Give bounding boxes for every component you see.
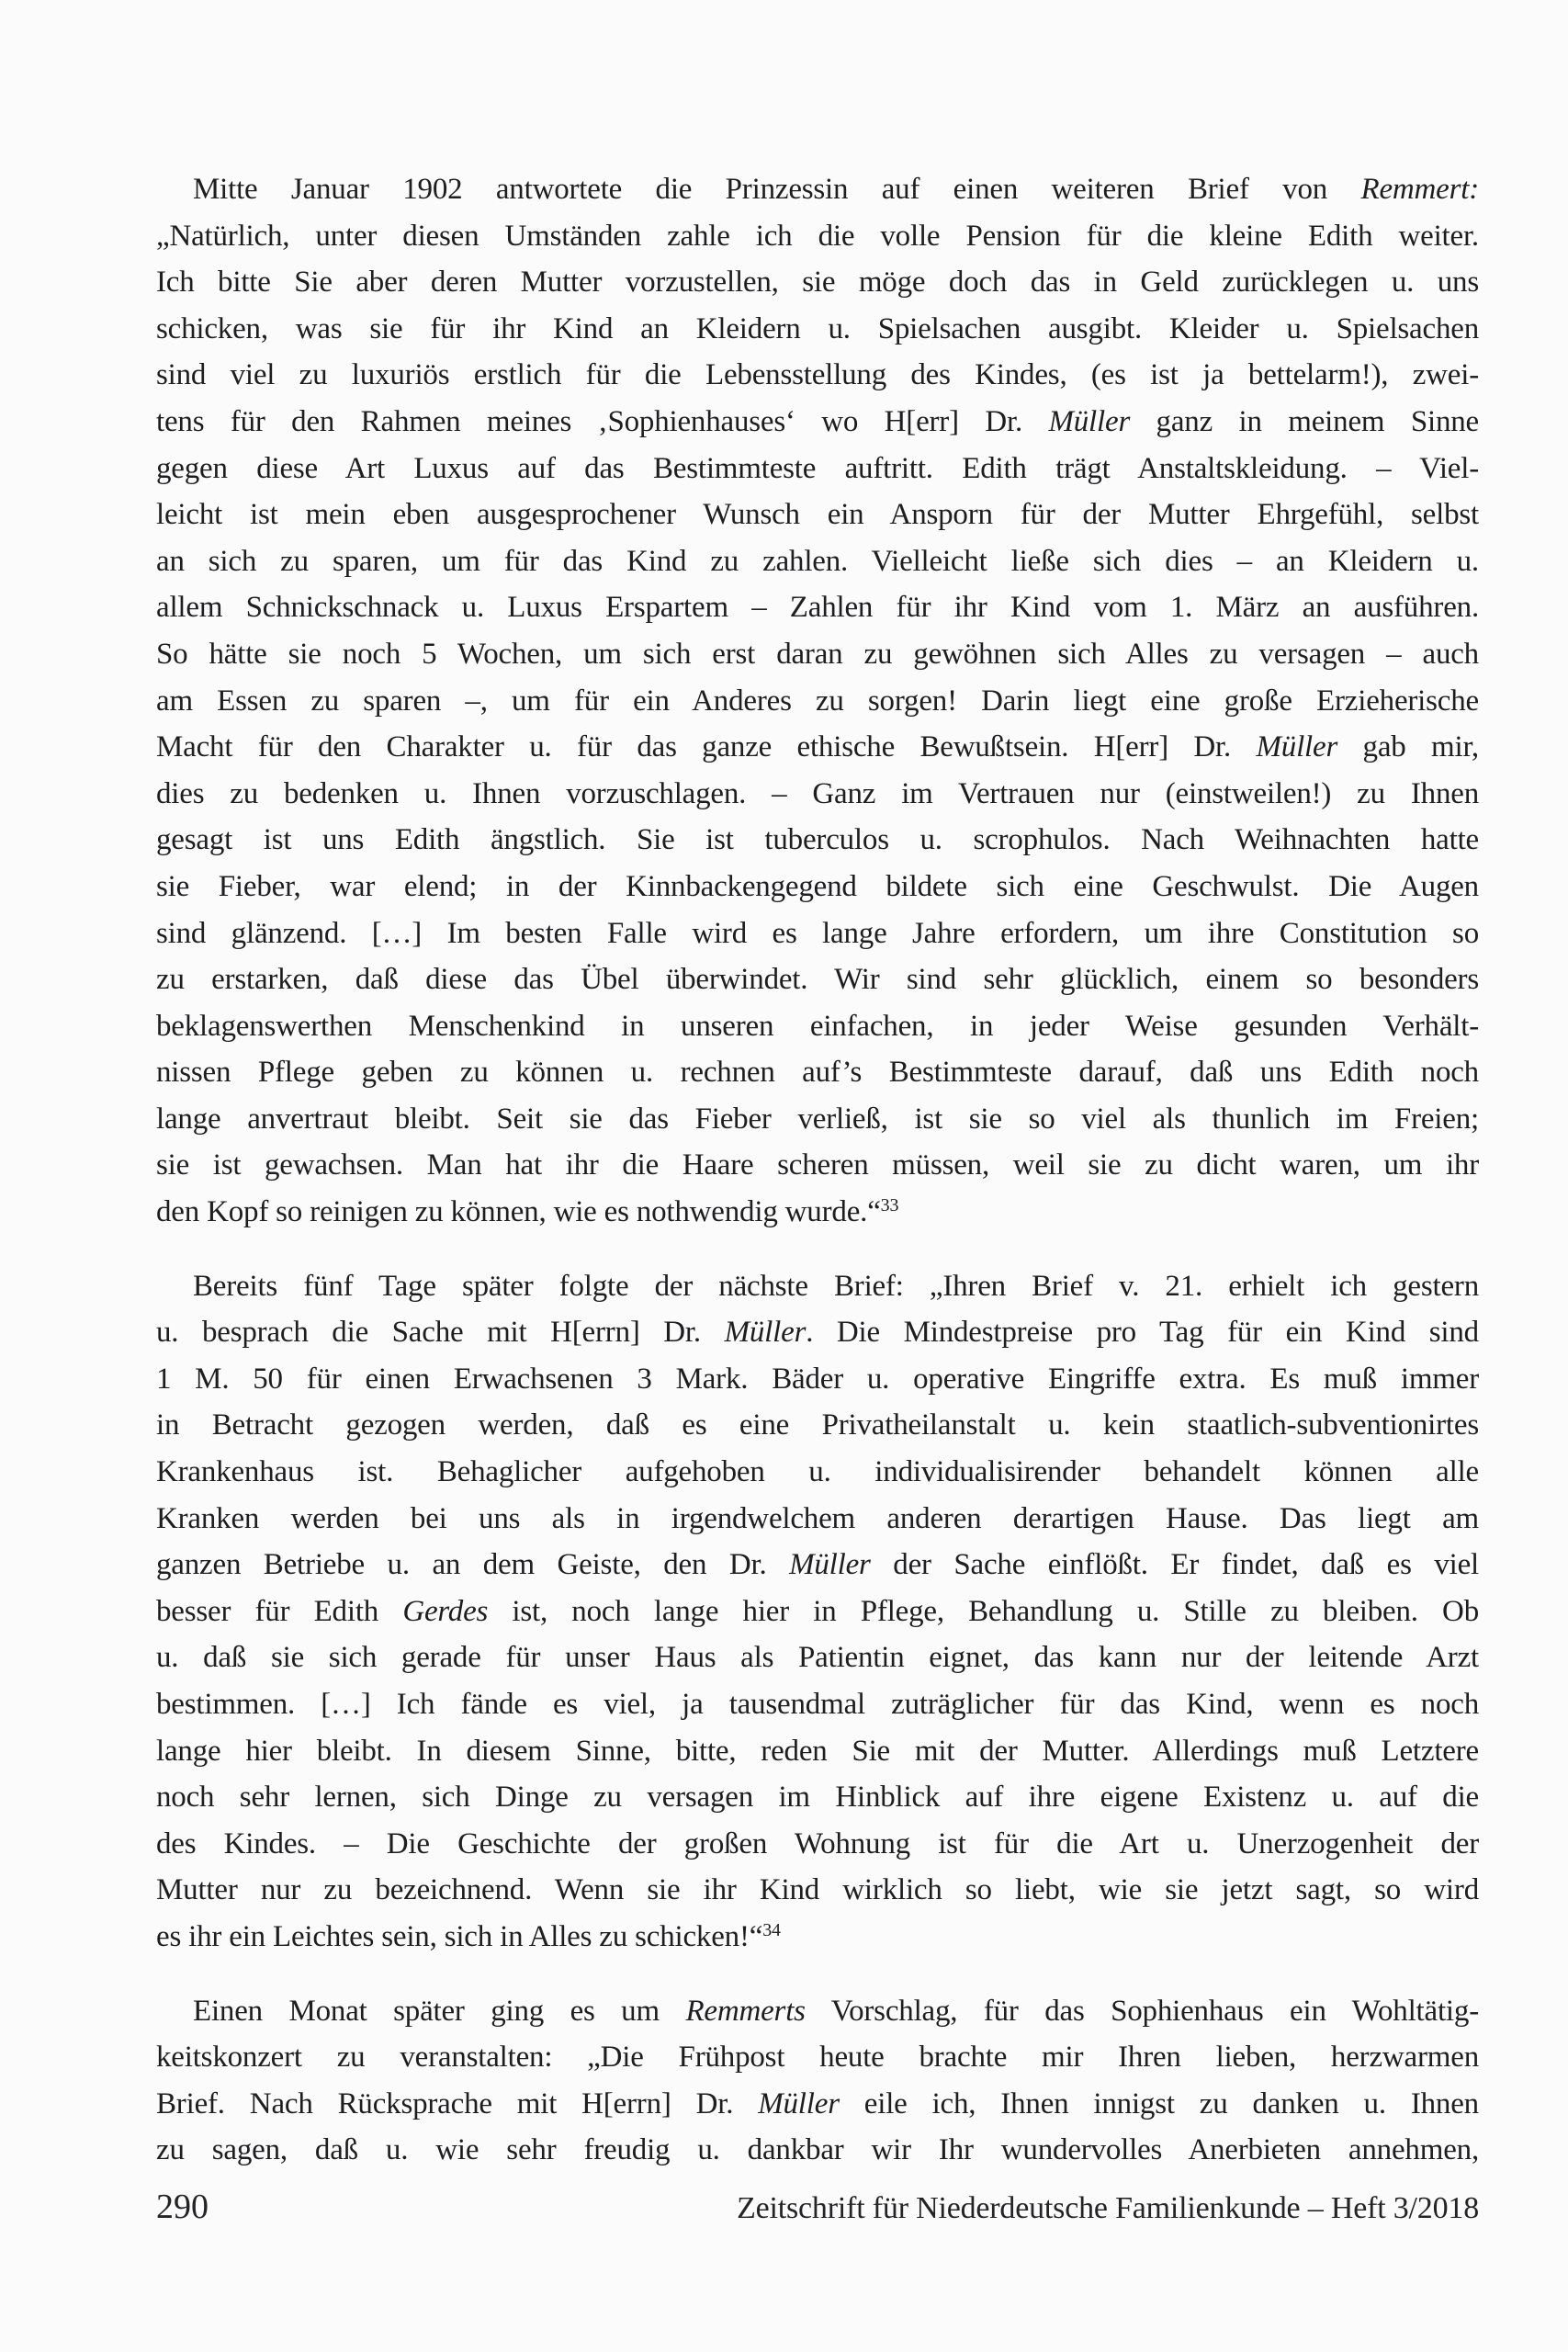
text-line: den Kopf so reinigen zu können, wie es nothwendig wurde.“$^{33}$ xyxy=(156,1195,899,1229)
text-line: noch sehr lernen, sich Dinge zu versagen im Hinblick auf ihre eigene Existenz u. auf die xyxy=(156,1781,1479,1815)
text-line: keitskonzert zu veranstalten: „Die Frühpost heute brachte mir Ihren lieben, herzwarmen xyxy=(156,2041,1479,2075)
text-line: Mitte Januar 1902 antwortete die Prinzessin auf einen weiteren Brief von Remmert: xyxy=(193,173,1479,206)
text-line: besser für Edith Gerdes ist, noch lange hier in Pflege, Behandlung u. Stille zu bleiben. Ob xyxy=(156,1594,1479,1628)
text-line: sie ist gewachsen. Man hat ihr die Haare scheren müssen, weil sie zu dicht waren, um ihr xyxy=(156,1148,1479,1182)
footnote-marker: 33 xyxy=(880,1195,899,1216)
text-line: Mutter nur zu bezeichnend. Wenn sie ihr Kind wirklich so liebt, wie sie jetzt sagt, so wird xyxy=(156,1873,1479,1907)
text-line: an sich zu sparen, um für das Kind zu zahlen. Vielleicht ließe sich dies – an Kleidern u. xyxy=(156,544,1479,578)
paragraph xyxy=(156,166,1479,1236)
text-line: Krankenhaus ist. Behaglicher aufgehoben u. individualisirender behandelt können alle xyxy=(156,1455,1479,1489)
text-line: am Essen zu sparen –, um für ein Anderes zu sorgen! Darin liegt eine große Erzieherische xyxy=(156,684,1479,718)
text-line: nissen Pflege geben zu können u. rechnen auf’s Bestimmteste darauf, daß uns Edith noch xyxy=(156,1056,1479,1090)
text-line: sie Fieber, war elend; in der Kinnbackengegend bildete sich eine Geschwulst. Die Augen xyxy=(156,869,1479,903)
text-line: leicht ist mein eben ausgesprochener Wunsch ein Ansporn für der Mutter Ehrgefühl, selbst xyxy=(156,498,1479,532)
page-text xyxy=(156,166,1479,2174)
text-line: Einen Monat später ging es um Remmerts Vorschlag, für das Sophienhaus ein Wohltätig- xyxy=(193,1994,1479,2028)
page-number: 290 xyxy=(156,2188,209,2226)
text-line: lange hier bleibt. In diesem Sinne, bitte, reden Sie mit der Mutter. Allerdings muß Letztere xyxy=(156,1734,1479,1768)
text-line: gegen diese Art Luxus auf das Bestimmteste auftritt. Edith trägt Anstaltskleidung. – Viel- xyxy=(156,451,1479,485)
text-line: u. besprach die Sache mit H[errn] Dr. Müller. Die Mindestpreise pro Tag für ein Kind sind xyxy=(156,1316,1479,1350)
text-line: bestimmen. […] Ich fände es viel, ja tausendmal zuträglicher für das Kind, wenn es noch xyxy=(156,1688,1479,1721)
text-line: So hätte sie noch 5 Wochen, um sich erst daran zu gewöhnen sich Alles zu versagen – auch xyxy=(156,637,1479,671)
paragraph xyxy=(156,1263,1479,1961)
text-line: sind glänzend. […] Im besten Falle wird es lange Jahre erfordern, um ihre Constitution so xyxy=(156,916,1479,950)
page-footer xyxy=(156,2187,1479,2227)
text-line: zu sagen, daß u. wie sehr freudig u. dankbar wir Ihr wundervolles Anerbieten annehmen, xyxy=(156,2133,1479,2167)
text-line: 1 M. 50 für einen Erwachsenen 3 Mark. Bäder u. operative Eingriffe extra. Es muß immer xyxy=(156,1362,1479,1396)
text-line: schicken, was sie für ihr Kind an Kleidern u. Spielsachen ausgibt. Kleider u. Spielsachen xyxy=(156,311,1479,345)
text-line: allem Schnickschnack u. Luxus Erspartem – Zahlen für ihr Kind vom 1. März an ausführen. xyxy=(156,591,1479,625)
footnote-marker: 34 xyxy=(762,1919,781,1940)
text-line: beklagenswerthen Menschenkind in unseren einfachen, in jeder Weise gesunden Verhält- xyxy=(156,1009,1479,1043)
text-line: lange anvertraut bleibt. Seit sie das Fieber verließ, ist sie so viel als thunlich im Freien; xyxy=(156,1102,1479,1136)
text-line: es ihr ein Leichtes sein, sich in Alles zu schicken!“$^{34}$ xyxy=(156,1919,781,1953)
text-line: in Betracht gezogen werden, daß es eine Privatheilanstalt u. kein staatlich-subventionirtes xyxy=(156,1408,1479,1442)
text-line: sind viel zu luxuriös erstlich für die Lebensstellung des Kindes, (es ist ja bettelarm!), zwei- xyxy=(156,358,1479,392)
text-line: dies zu bedenken u. Ihnen vorzuschlagen. – Ganz im Vertrauen nur (einstweilen!) zu Ihnen xyxy=(156,776,1479,810)
journal-title: Zeitschrift für Niederdeutsche Familienkunde – Heft 3/2018 xyxy=(737,2191,1479,2225)
text-line: Bereits fünf Tage später folgte der nächste Brief: „Ihren Brief v. 21. erhielt ich gestern xyxy=(193,1269,1479,1303)
text-line: ganzen Betriebe u. an dem Geiste, den Dr. Müller der Sache einflößt. Er findet, daß es viel xyxy=(156,1548,1479,1582)
text-line: Brief. Nach Rücksprache mit H[errn] Dr. Müller eile ich, Ihnen innigst zu danken u. Ihnen xyxy=(156,2086,1479,2120)
text-line: Kranken werden bei uns als in irgendwelchem anderen derartigen Hause. Das liegt am xyxy=(156,1501,1479,1535)
text-line: u. daß sie sich gerade für unser Haus als Patientin eignet, das kann nur der leitende Arzt xyxy=(156,1641,1479,1675)
text-line: tens für den Rahmen meines ‚Sophienhauses‘ wo H[err] Dr. Müller ganz in meinem Sinne xyxy=(156,404,1479,438)
text-line: Macht für den Charakter u. für das ganze ethische Bewußtsein. H[err] Dr. Müller gab mir, xyxy=(156,730,1479,764)
text-line: gesagt ist uns Edith ängstlich. Sie ist tuberculos u. scrophulos. Nach Weihnachten hatte xyxy=(156,823,1479,857)
text-line: „Natürlich, unter diesen Umständen zahle ich die volle Pension für die kleine Edith weiter. xyxy=(156,219,1479,253)
text-line: zu erstarken, daß diese das Übel überwindet. Wir sind sehr glücklich, einem so besonders xyxy=(156,963,1479,997)
text-line: Ich bitte Sie aber deren Mutter vorzustellen, sie möge doch das in Geld zurücklegen u. uns xyxy=(156,266,1479,300)
paragraph xyxy=(156,1988,1479,2174)
text-line: des Kindes. – Die Geschichte der großen Wohnung ist für die Art u. Unerzogenheit der xyxy=(156,1826,1479,1860)
